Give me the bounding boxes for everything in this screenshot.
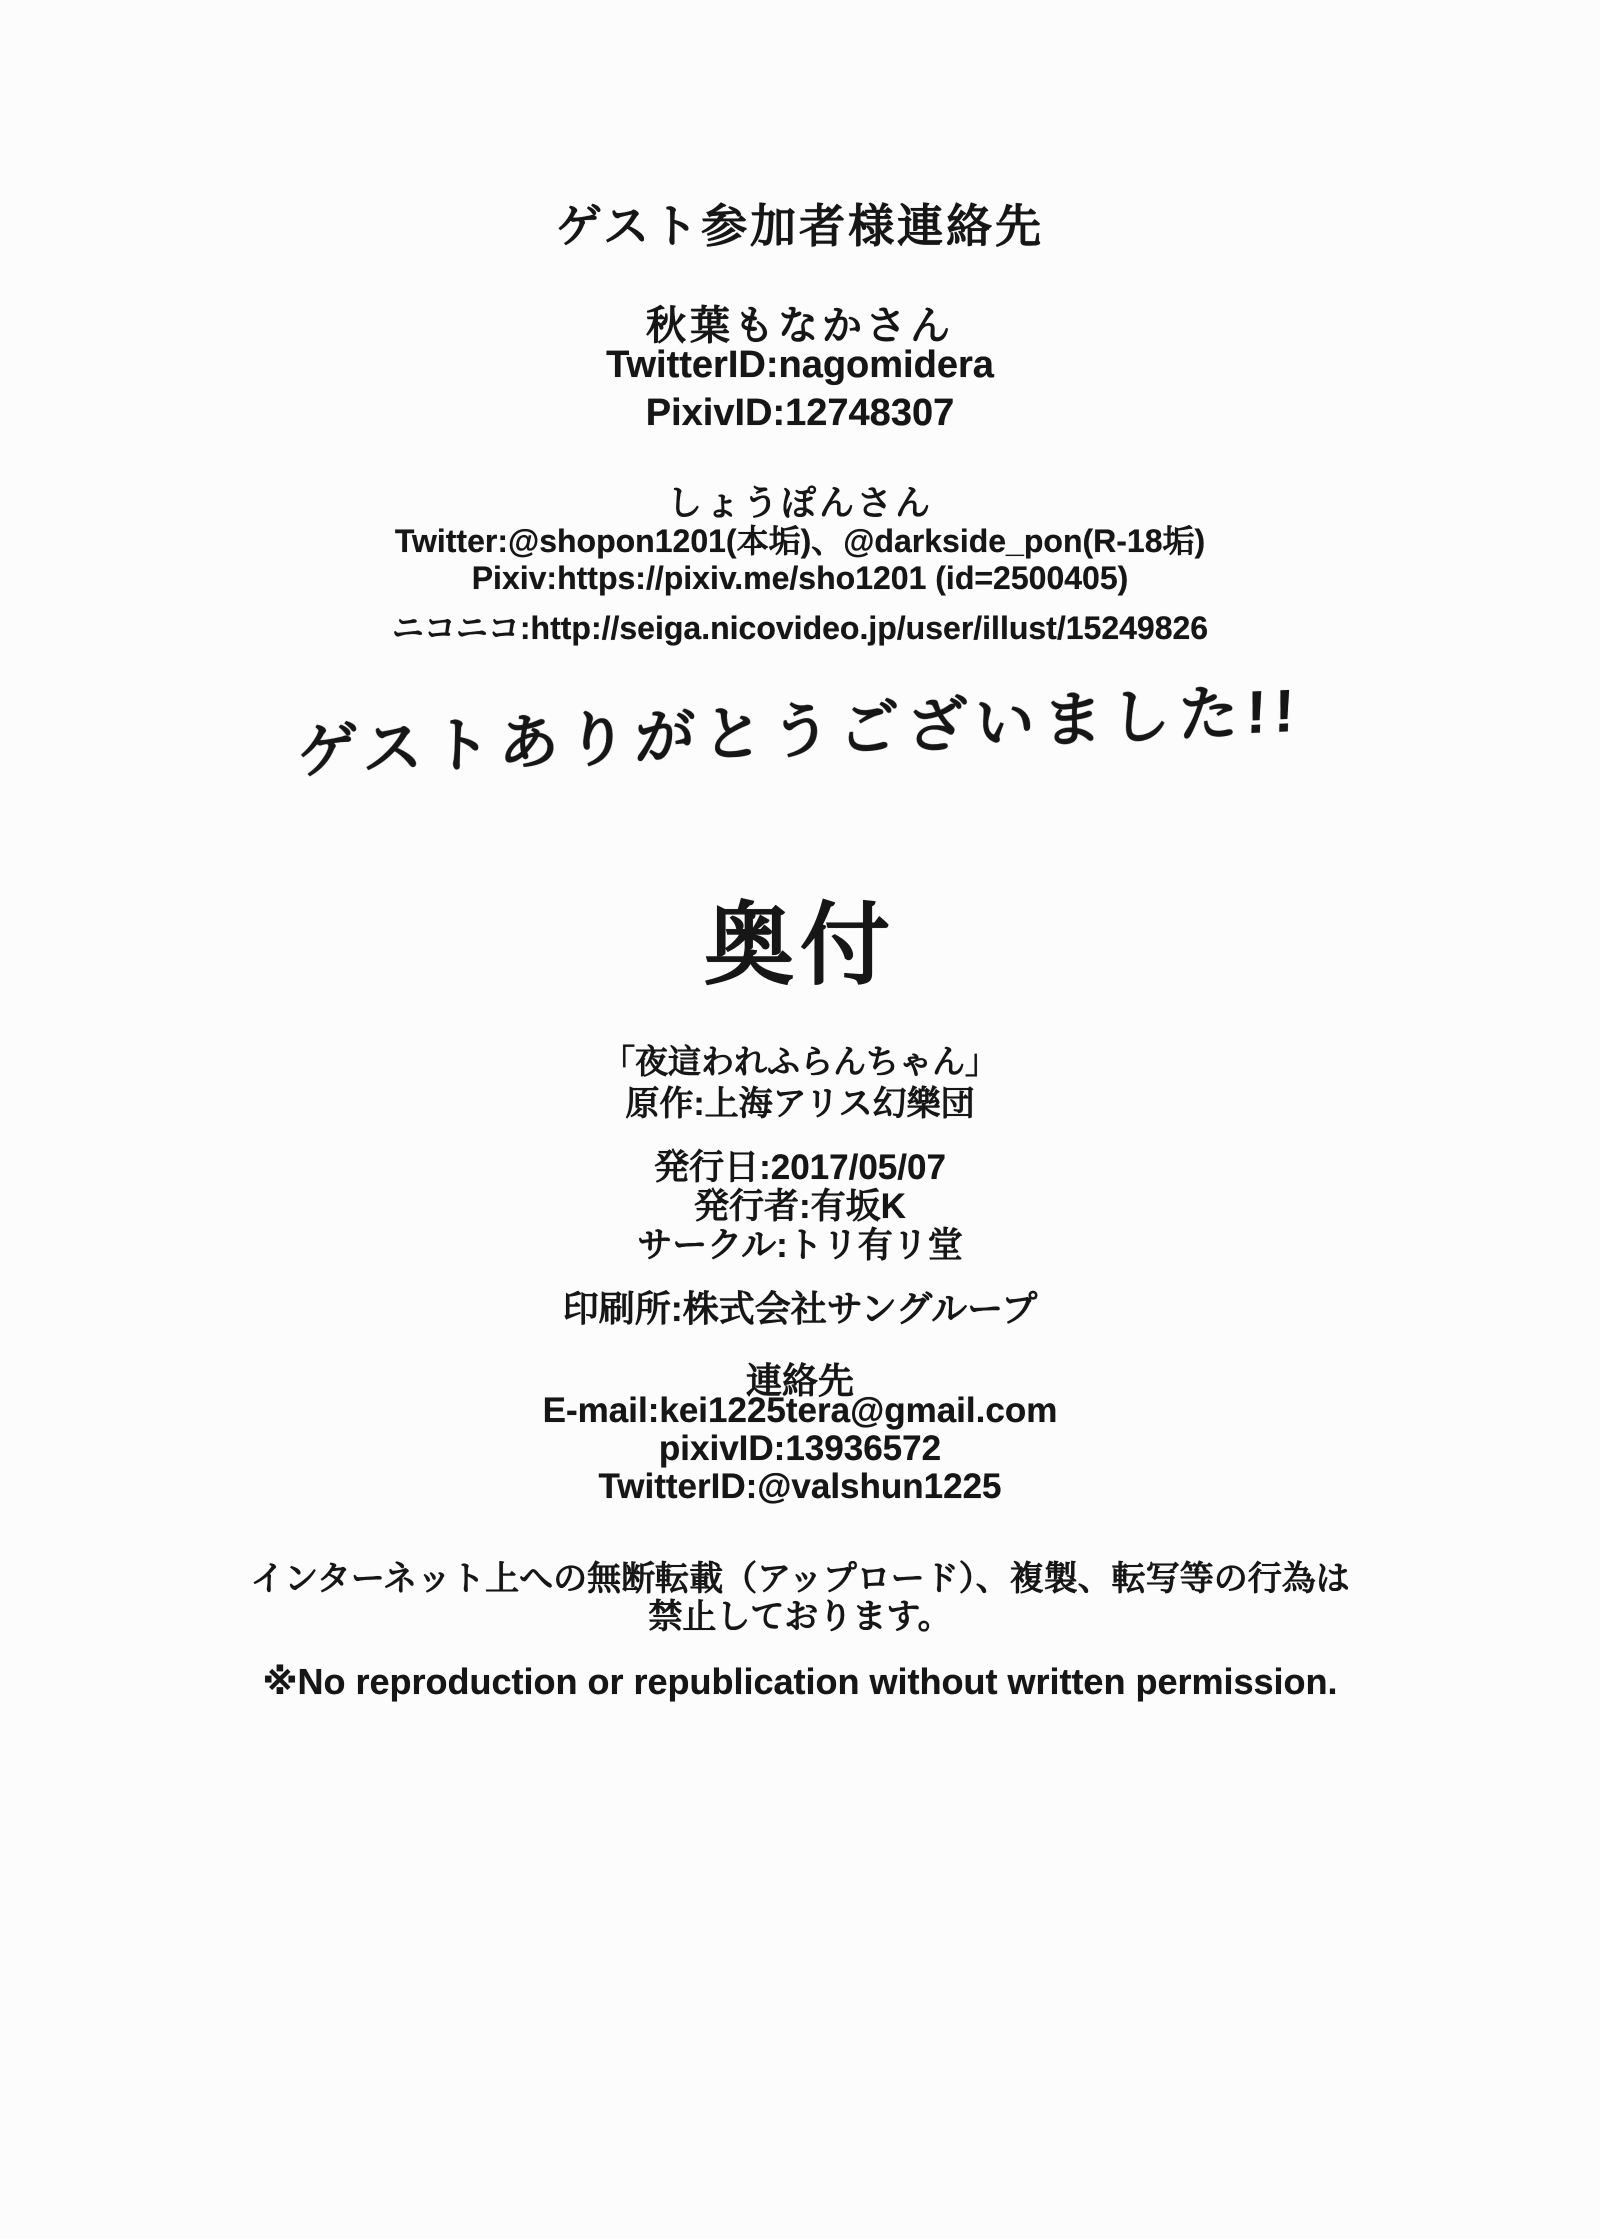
guest-2-name: しょうぽんさん <box>666 484 933 523</box>
original-work-credit: 原作:上海アリス幻樂団 <box>625 1085 975 1123</box>
guest-1-name: 秋葉もなかさん <box>646 304 954 348</box>
guest-2-twitter-id: Twitter:@shopon1201(本垢)、@darkside_pon(R-18垢) <box>394 523 1206 559</box>
handwritten-thanks-note: ゲストありがとうございました!! <box>296 676 1304 787</box>
guest-section-heading: ゲスト参加者様連絡先 <box>555 200 1045 252</box>
contact-twitter-id: TwitterID:@valshun1225 <box>598 1467 1002 1506</box>
guest-2-pixiv-url: Pixiv:https://pixiv.me/sho1201 (id=2500405) <box>471 560 1129 596</box>
contact-email: E-mail:kei1225tera@gmail.com <box>542 1391 1058 1430</box>
no-reproduction-notice-en: ※No reproduction or republication without written permission. <box>262 1661 1338 1702</box>
colophon-heading: 奥付 <box>704 896 896 996</box>
no-reproduction-notice-jp-line1: インターネット上への無断転載（アップロード）、複製、転写等の行為は <box>250 1560 1350 1598</box>
no-reproduction-notice-jp-line2: 禁止しております。 <box>648 1598 952 1636</box>
contact-heading: 連絡先 <box>745 1360 854 1401</box>
guest-1-twitter-id: TwitterID:nagomidera <box>606 344 994 386</box>
contact-pixiv-id: pixivID:13936572 <box>658 1429 942 1468</box>
publisher-name: 発行者:有坂K <box>694 1187 906 1226</box>
publish-date: 発行日:2017/05/07 <box>654 1148 946 1187</box>
circle-name: サークル:トリ有リ堂 <box>637 1226 963 1265</box>
work-title: 「夜這われふらんちゃん」 <box>602 1043 998 1080</box>
guest-1-pixiv-id: PixivID:12748307 <box>645 392 955 434</box>
guest-2-niconico-url: ニコニコ:http://seiga.nicovideo.jp/user/illust/15249826 <box>391 610 1209 646</box>
printer-info: 印刷所:株式会社サングループ <box>562 1288 1038 1329</box>
